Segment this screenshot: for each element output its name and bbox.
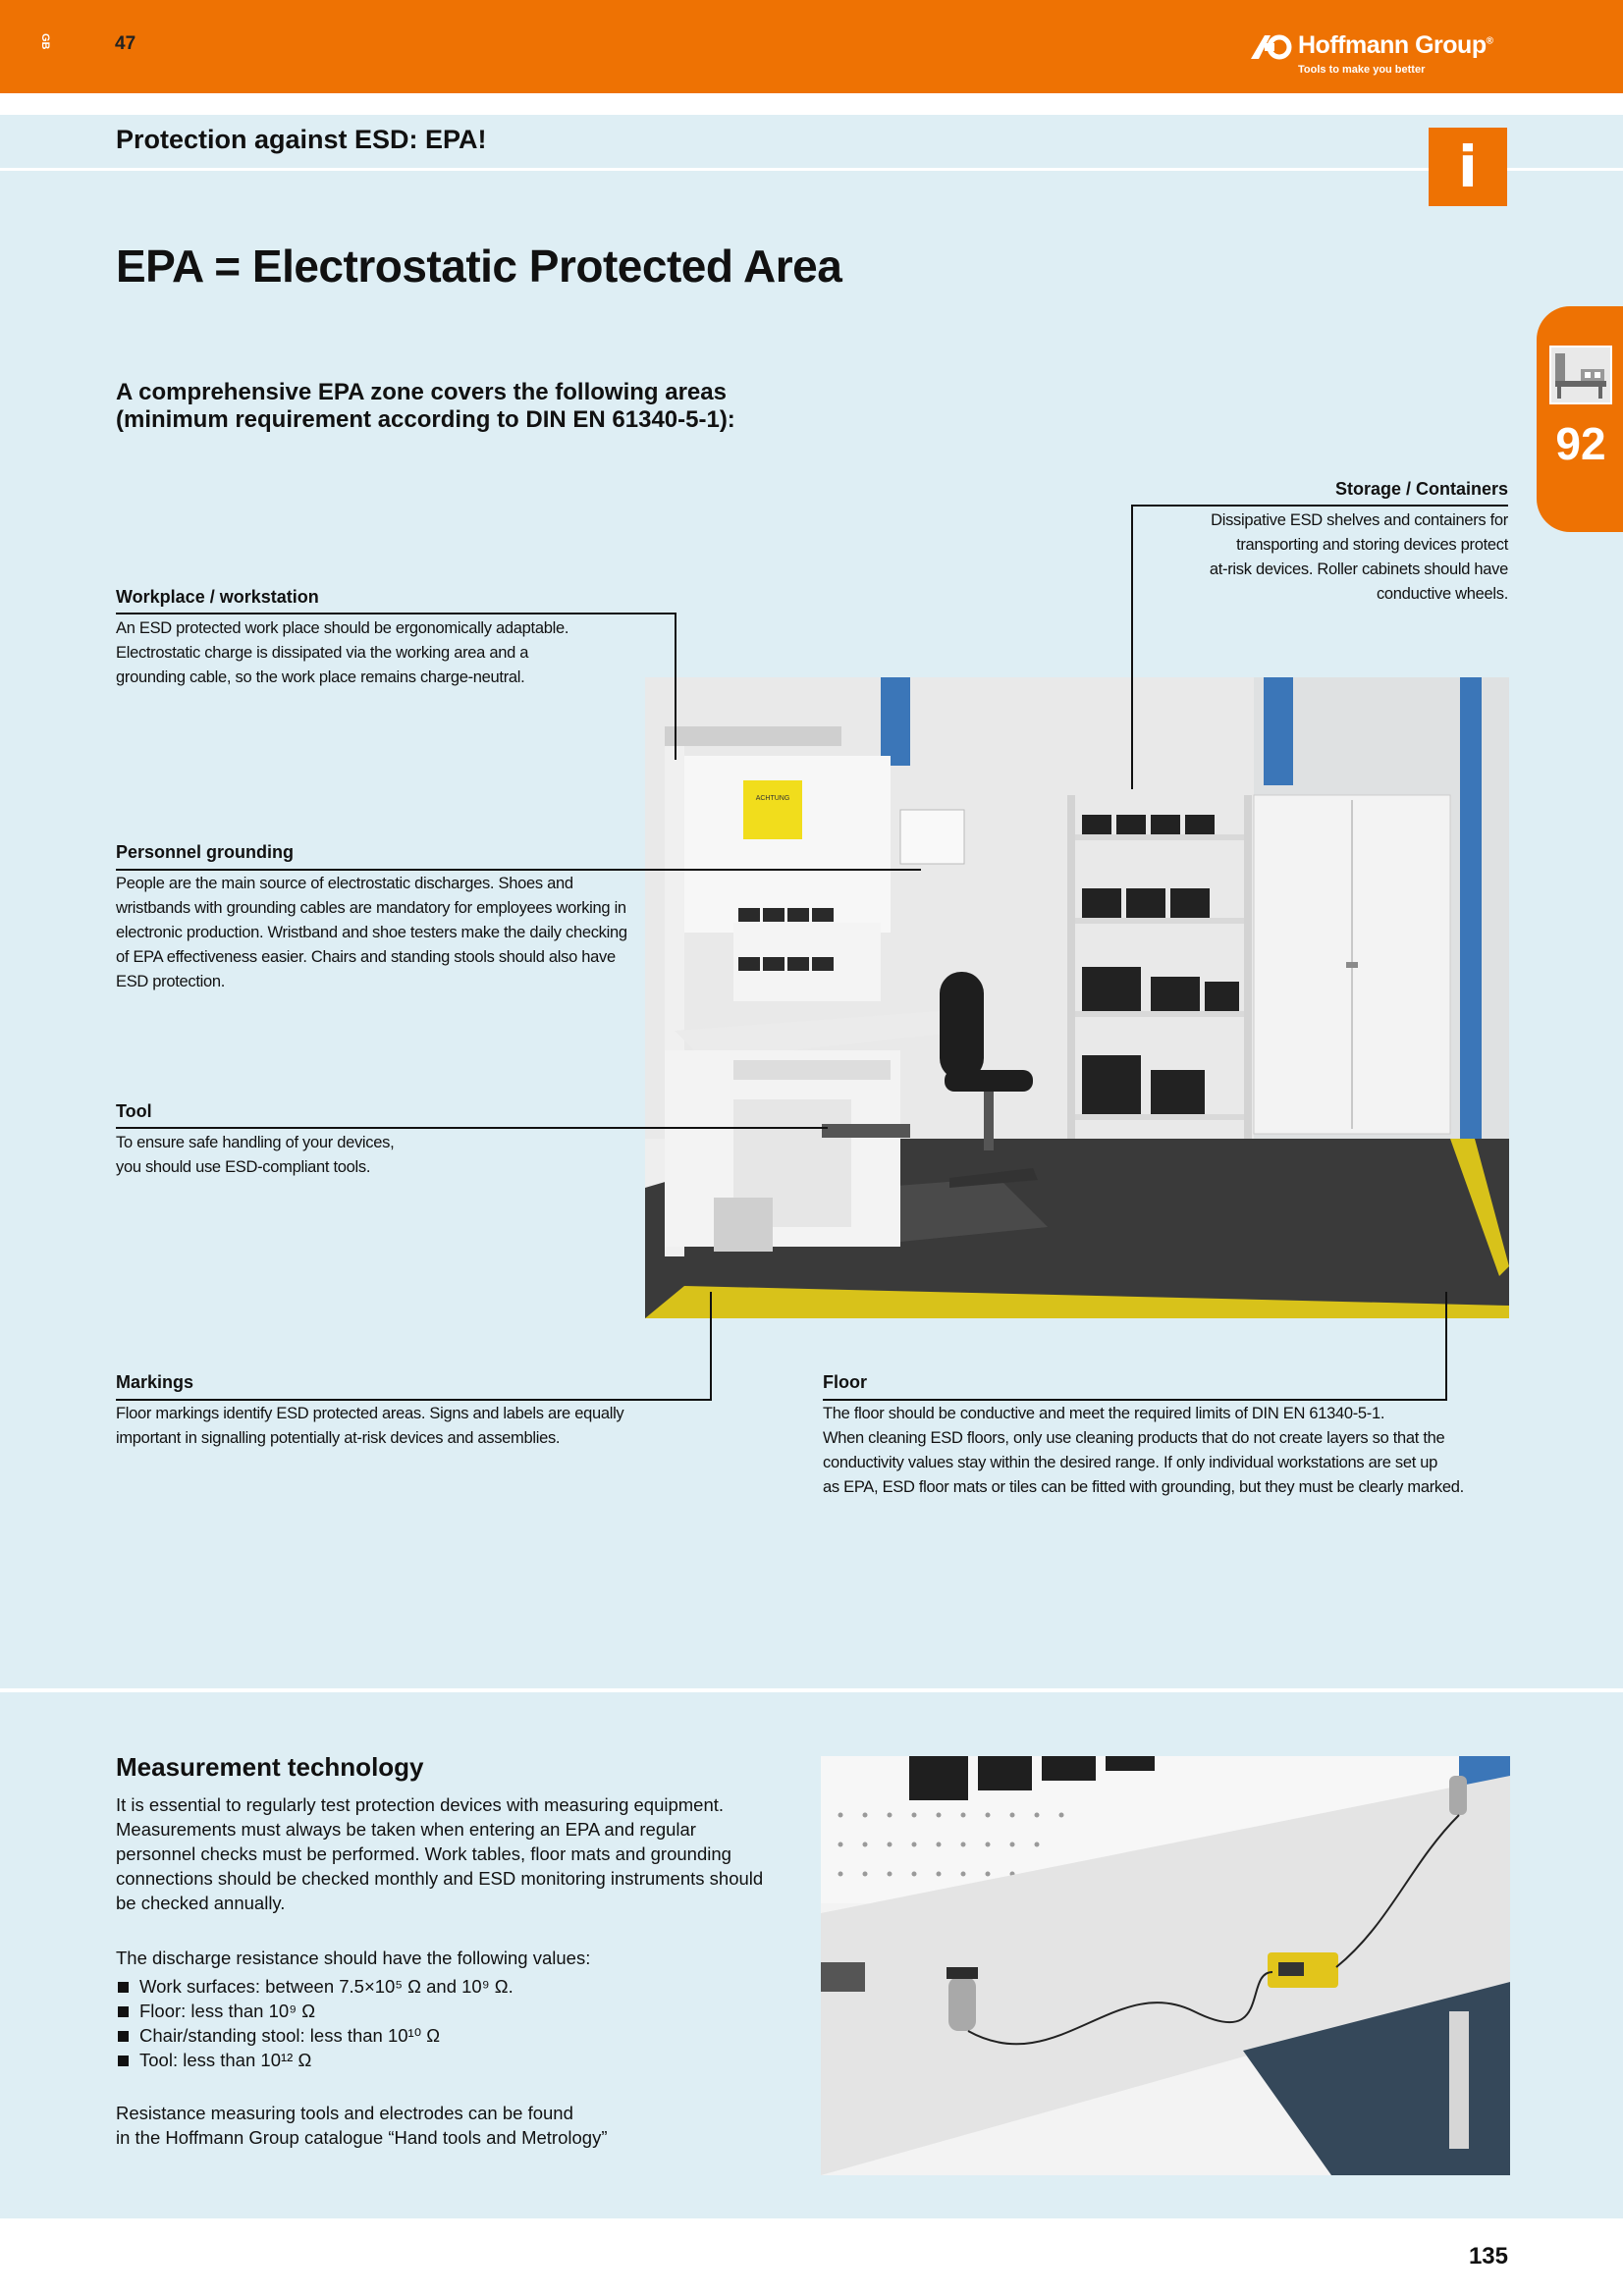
callout-markings — [116, 1372, 725, 1451]
callout-line: People are the main source of electrostatic discharges. Shoes and — [116, 875, 573, 892]
reference-line: Resistance measuring tools and electrodes can be found — [116, 2103, 573, 2123]
logo-registered: ® — [1486, 35, 1493, 47]
body-line: Measurements must always be taken when entering an EPA and regular — [116, 1819, 696, 1840]
logo-name: Hoffmann Group — [1298, 31, 1487, 59]
leader-line-storage — [1131, 505, 1508, 507]
leader-line-markings — [116, 1399, 712, 1401]
page-title: EPA = Electrostatic Protected Area — [116, 240, 842, 292]
leader-line-personnel — [116, 869, 921, 871]
hoffmann-logo[interactable] — [1249, 27, 1514, 82]
callout-line: An ESD protected work place should be ergonomically adaptable. — [116, 619, 569, 637]
logo-tagline: Tools to make you better — [1298, 64, 1426, 76]
callout-text — [1129, 508, 1508, 607]
leader-line-workplace — [116, 613, 676, 614]
body-line: be checked annually. — [116, 1893, 286, 1913]
intro-line: (minimum requirement according to DIN EN 61340-5-1): — [116, 406, 735, 433]
reference-line: in the Hoffmann Group catalogue “Hand tools and Metrology” — [116, 2127, 608, 2148]
callout-title: Personnel grounding — [116, 842, 295, 862]
leader-line-floor — [1445, 1292, 1447, 1401]
resistance-lead: The discharge resistance should have the following values: — [116, 1948, 591, 1968]
list-item: Floor: less than 10⁹ Ω — [116, 1999, 803, 2023]
callout-title: Floor — [823, 1372, 867, 1392]
callout-text — [823, 1402, 1510, 1500]
photo-sign-text: ACHTUNG — [755, 795, 790, 802]
callout-line: of EPA effectiveness easier. Chairs and standing stools should also have — [116, 948, 616, 966]
callout-line: electronic production. Wristband and shoe testers make the daily checking — [116, 924, 627, 941]
measurement-title: Measurement technology — [116, 1752, 424, 1782]
callout-line: transporting and storing devices protect — [1236, 536, 1508, 554]
callout-line: To ensure safe handling of your devices, — [116, 1134, 395, 1151]
section-title: Protection against ESD: EPA! — [116, 125, 487, 154]
measurement-body — [116, 1792, 803, 1915]
callout-title: Workplace / workstation — [116, 587, 319, 607]
page-number: 135 — [1468, 2243, 1508, 2269]
callout-storage — [1129, 479, 1508, 607]
callout-title: Tool — [116, 1101, 152, 1121]
callout-line: at-risk devices. Roller cabinets should have — [1209, 561, 1508, 578]
leader-line-storage — [1131, 505, 1133, 789]
info-icon: i — [1429, 128, 1507, 206]
callout-line: Floor markings identify ESD protected areas. Signs and labels are equally — [116, 1405, 624, 1422]
catalogue-reference — [116, 2101, 823, 2150]
callout-title: Markings — [116, 1372, 194, 1392]
callout-line: The floor should be conductive and meet the required limits of DIN EN 61340-5-1. — [823, 1405, 1385, 1422]
callout-line: ESD protection. — [116, 973, 226, 990]
list-item: Tool: less than 10¹² Ω — [116, 2048, 803, 2072]
callout-text — [116, 1402, 725, 1451]
callout-tool — [116, 1101, 626, 1180]
callout-workplace — [116, 587, 666, 690]
callout-line: you should use ESD-compliant tools. — [116, 1158, 371, 1176]
callout-text — [116, 1131, 626, 1180]
callout-floor — [823, 1372, 1510, 1500]
leader-line-tool — [116, 1127, 828, 1129]
callout-line: Electrostatic charge is dissipated via the working area and a — [116, 644, 529, 662]
callout-line: as EPA, ESD floor mats or tiles can be fitted with grounding, but they must be clearly marked. — [823, 1478, 1464, 1496]
body-line: connections should be checked monthly and ESD monitoring instruments should — [116, 1868, 764, 1889]
list-item: Work surfaces: between 7.5×10⁵ Ω and 10⁹ Ω. — [116, 1974, 803, 1999]
resistance-list — [116, 1974, 803, 2072]
workbench-icon — [1549, 346, 1612, 404]
chapter-number: 92 — [1555, 418, 1606, 469]
logo-mark-icon — [1249, 31, 1294, 61]
callout-text — [116, 872, 705, 994]
callout-line: wristbands with grounding cables are mandatory for employees working in — [116, 899, 626, 917]
body-line: personnel checks must be performed. Work tables, floor mats and grounding — [116, 1843, 731, 1864]
intro-heading — [116, 379, 823, 434]
leader-line-floor — [823, 1399, 1446, 1401]
leader-line-workplace — [675, 613, 676, 760]
callout-line: important in signalling potentially at-risk devices and assemblies. — [116, 1429, 561, 1447]
measurement-photo — [821, 1756, 1510, 2175]
callout-line: Dissipative ESD shelves and containers for — [1211, 511, 1508, 529]
body-line: It is essential to regularly test protection devices with measuring equipment. — [116, 1794, 725, 1815]
callout-personnel-grounding — [116, 842, 705, 994]
callout-line: conductivity values stay within the desired range. If only individual workstations are set up — [823, 1454, 1438, 1471]
leader-line-markings — [710, 1292, 712, 1401]
callout-line: grounding cable, so the work place remains charge-neutral. — [116, 668, 525, 686]
callout-title: Storage / Containers — [1334, 479, 1508, 499]
epa-workplace-photo — [645, 677, 1509, 1318]
list-item: Chair/standing stool: less than 10¹⁰ Ω — [116, 2023, 803, 2048]
callout-line: When cleaning ESD floors, only use cleaning products that do not create layers so that the — [823, 1429, 1445, 1447]
catalogue-section-number: 47 — [115, 33, 136, 54]
corner-mark: GB — [39, 33, 51, 50]
callout-text — [116, 616, 666, 690]
callout-line: conductive wheels. — [1376, 585, 1508, 603]
intro-line: A comprehensive EPA zone covers the following areas — [116, 379, 727, 405]
